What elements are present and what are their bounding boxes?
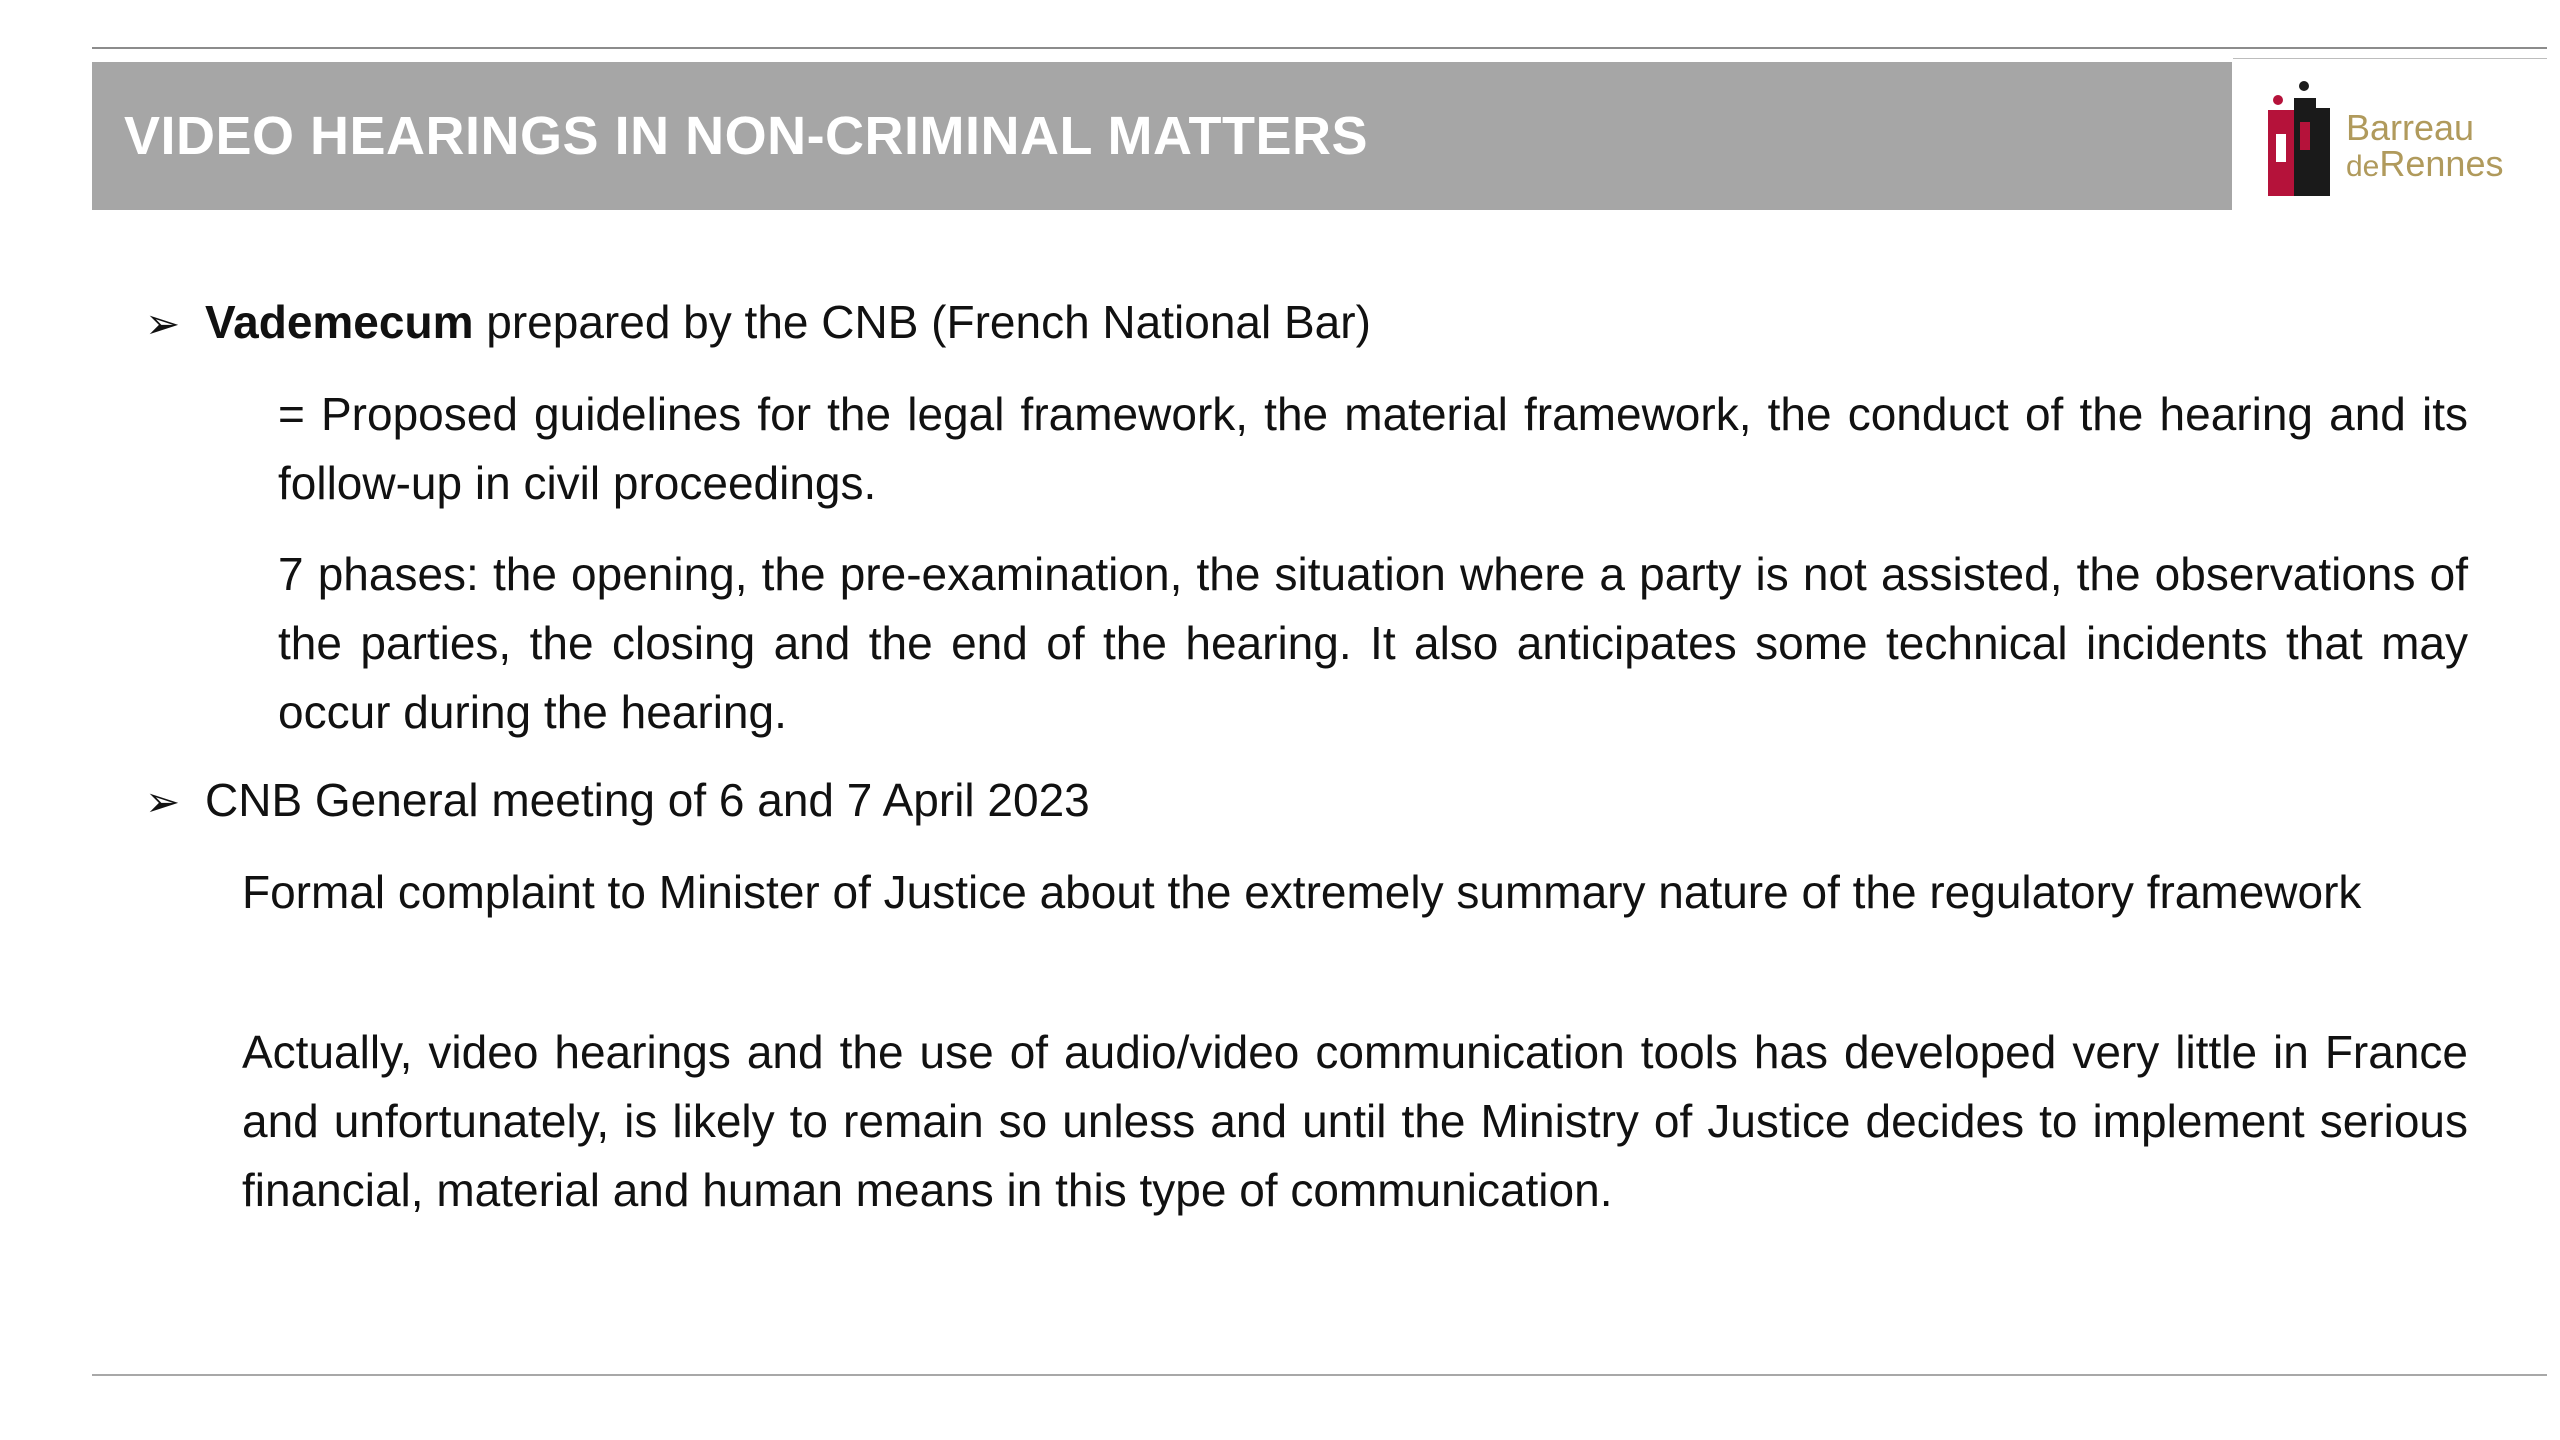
paragraph-phases: 7 phases: the opening, the pre-examination, the situation where a party is not assisted, the observations of the parties, the closing and the end of the hearing. It also anticipates some technical incidents that may occur during the hearing. (278, 548, 2468, 738)
slide-title: VIDEO HEARINGS IN NON-CRIMINAL MATTERS (124, 106, 1369, 166)
bullet-cnb-general-meeting (145, 766, 1090, 836)
arrowhead-bullet-icon: ➢ (145, 300, 181, 347)
bullet-vademecum (145, 288, 1371, 358)
logo-line-2-main: Rennes (2379, 143, 2504, 184)
arrowhead-bullet-icon: ➢ (145, 778, 181, 825)
logo-line-1: Barreau (2346, 107, 2475, 148)
paragraph-actually: Actually, video hearings and the use of audio/video communication tools has developed very little in France and unfortunately, is likely to remain so unless and until the Ministry of Justice decides to implement serious financial, material and human means in this type of communication. (242, 1026, 2468, 1216)
bullet-rest: prepared by the CNB (French National Bar) (473, 296, 1371, 348)
paragraph-guidelines: = Proposed guidelines for the legal framework, the material framework, the conduct of the hearing and its follow-up in civil proceedings. (278, 388, 2468, 509)
bullet-text: CNB General meeting of 6 and 7 April 2023 (205, 774, 1090, 826)
bullet-bold-term: Vademecum (205, 296, 474, 348)
bottom-divider (92, 1374, 2547, 1376)
bullet-text (205, 288, 1371, 357)
logo-line-2-prefix: de (2346, 150, 2380, 183)
paragraph-formal-complaint: Formal complaint to Minister of Justice about the extremely summary nature of the regulatory framework (242, 866, 2362, 918)
